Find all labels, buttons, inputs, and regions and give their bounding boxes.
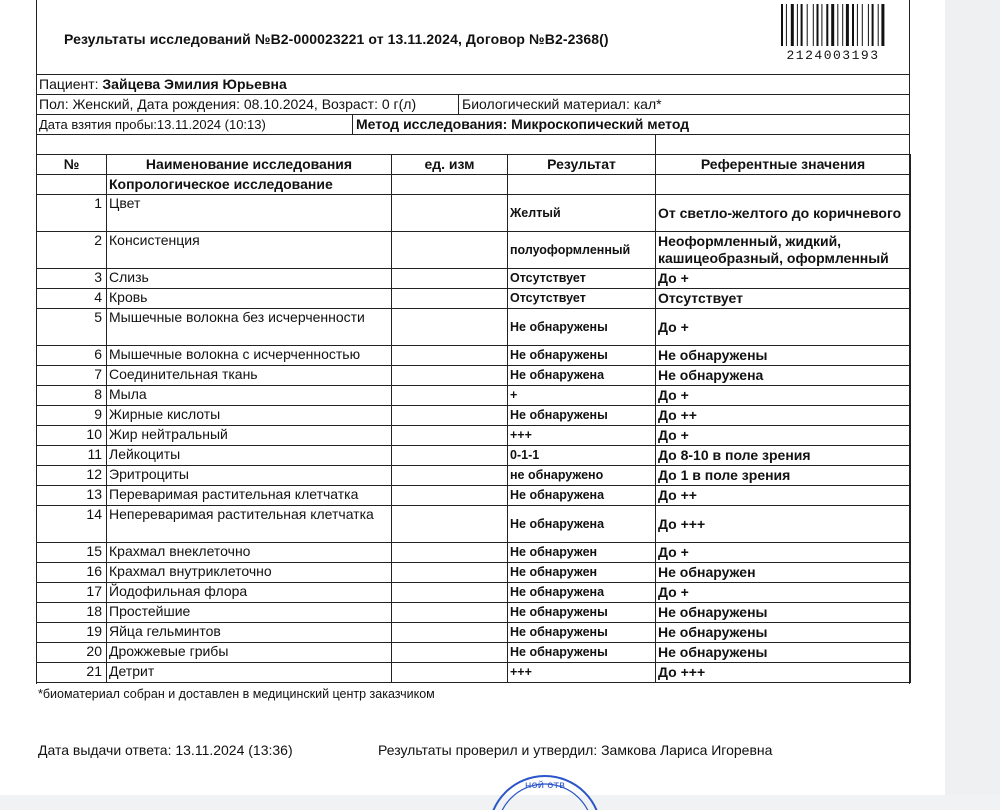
test-unit bbox=[392, 543, 508, 563]
table-row bbox=[37, 543, 911, 563]
svg-text:ной отв: ной отв bbox=[524, 780, 566, 791]
row-number: 21 bbox=[37, 663, 107, 683]
column-header-reference: Референтные значения bbox=[656, 155, 911, 175]
column-header-number: № bbox=[37, 155, 107, 175]
row-number: 9 bbox=[37, 406, 107, 426]
test-unit bbox=[392, 366, 508, 386]
test-result: +++ bbox=[508, 663, 656, 683]
test-name: Простейшие bbox=[107, 603, 392, 623]
table-row bbox=[37, 486, 911, 506]
reference-value: До ++ bbox=[656, 486, 911, 506]
test-result: не обнаружено bbox=[508, 466, 656, 486]
barcode-number: 2124003193 bbox=[786, 48, 880, 63]
patient-info: Пол: Женский, Дата рождения: 08.10.2024, Возраст: 0 г(л) bbox=[39, 96, 417, 112]
table-row bbox=[37, 643, 911, 663]
test-unit bbox=[392, 386, 508, 406]
table-row bbox=[37, 603, 911, 623]
table-row bbox=[37, 426, 911, 446]
table-row bbox=[37, 466, 911, 486]
test-result: + bbox=[508, 386, 656, 406]
table-row bbox=[37, 346, 911, 366]
test-name: Слизь bbox=[107, 269, 392, 289]
test-unit bbox=[392, 446, 508, 466]
row-number: 1 bbox=[37, 195, 107, 232]
reference-value: До + bbox=[656, 386, 911, 406]
test-name: Переваримая растительная клетчатка bbox=[107, 486, 392, 506]
table-row bbox=[37, 406, 911, 426]
row-number: 2 bbox=[37, 232, 107, 269]
column-header-unit: ед. изм bbox=[392, 155, 508, 175]
test-result: Не обнаружены bbox=[508, 623, 656, 643]
test-name: Мышечные волокна без исчерченности bbox=[107, 309, 392, 346]
test-unit bbox=[392, 309, 508, 346]
reference-value: Отсутствует bbox=[656, 289, 911, 309]
test-result: Не обнаружены bbox=[508, 406, 656, 426]
divider bbox=[36, 134, 910, 135]
row-number: 4 bbox=[37, 289, 107, 309]
test-result: Отсутствует bbox=[508, 289, 656, 309]
table-header-row bbox=[37, 155, 911, 175]
row-number: 6 bbox=[37, 346, 107, 366]
test-result: Не обнаружены bbox=[508, 603, 656, 623]
table-row bbox=[37, 623, 911, 643]
row-number: 15 bbox=[37, 543, 107, 563]
test-result: Не обнаружены bbox=[508, 346, 656, 366]
table-row bbox=[37, 506, 911, 543]
section-title: Копрологическое исследование bbox=[107, 175, 392, 195]
row-number: 3 bbox=[37, 269, 107, 289]
test-name: Эритроциты bbox=[107, 466, 392, 486]
test-result: Не обнаружен bbox=[508, 543, 656, 563]
divider bbox=[458, 94, 459, 114]
patient-name-row bbox=[39, 76, 287, 92]
test-result: Не обнаружены bbox=[508, 643, 656, 663]
test-name: Мышечные волокна с исчерченностью bbox=[107, 346, 392, 366]
viewer-background bbox=[945, 0, 1000, 795]
divider bbox=[36, 114, 910, 115]
divider bbox=[352, 114, 353, 134]
reference-value: До 1 в поле зрения bbox=[656, 466, 911, 486]
test-result: Не обнаружены bbox=[508, 309, 656, 346]
patient-name: Зайцева Эмилия Юрьевна bbox=[102, 76, 287, 92]
test-unit bbox=[392, 506, 508, 543]
test-unit bbox=[392, 603, 508, 623]
reference-value: До +++ bbox=[656, 663, 911, 683]
table-row bbox=[37, 446, 911, 466]
test-name: Крахмал внеклеточно bbox=[107, 543, 392, 563]
row-number: 19 bbox=[37, 623, 107, 643]
reference-value: Не обнаружены bbox=[656, 623, 911, 643]
reference-value: До + bbox=[656, 426, 911, 446]
table-row bbox=[37, 195, 911, 232]
test-result: Отсутствует bbox=[508, 269, 656, 289]
test-unit bbox=[392, 269, 508, 289]
test-name: Цвет bbox=[107, 195, 392, 232]
test-unit bbox=[392, 195, 508, 232]
reference-value: Не обнаружены bbox=[656, 643, 911, 663]
test-unit bbox=[392, 623, 508, 643]
test-unit bbox=[392, 663, 508, 683]
row-number: 10 bbox=[37, 426, 107, 446]
biomaterial: Биологический материал: кал* bbox=[462, 96, 662, 112]
reference-value: До + bbox=[656, 543, 911, 563]
reference-value: До + bbox=[656, 583, 911, 603]
test-result: Не обнаружена bbox=[508, 506, 656, 543]
test-result: Не обнаружена bbox=[508, 583, 656, 603]
reference-value: До +++ bbox=[656, 506, 911, 543]
table-row bbox=[37, 289, 911, 309]
reference-value: До ++ bbox=[656, 406, 911, 426]
test-name: Жир нейтральный bbox=[107, 426, 392, 446]
test-unit bbox=[392, 289, 508, 309]
test-name: Консистенция bbox=[107, 232, 392, 269]
test-name: Крахмал внутриклеточно bbox=[107, 563, 392, 583]
test-result: Не обнаружен bbox=[508, 563, 656, 583]
test-result: Желтый bbox=[508, 195, 656, 232]
row-number: 13 bbox=[37, 486, 107, 506]
test-unit bbox=[392, 466, 508, 486]
reference-value: До + bbox=[656, 309, 911, 346]
reference-value: Не обнаружен bbox=[656, 563, 911, 583]
column-header-result: Результат bbox=[508, 155, 656, 175]
footnote: *биоматериал собран и доставлен в медицинский центр заказчиком bbox=[38, 687, 435, 701]
test-unit bbox=[392, 406, 508, 426]
stamp-seal bbox=[485, 770, 605, 810]
test-unit bbox=[392, 563, 508, 583]
reference-value: Не обнаружены bbox=[656, 346, 911, 366]
table-row bbox=[37, 583, 911, 603]
test-unit bbox=[392, 232, 508, 269]
table-row bbox=[37, 269, 911, 289]
research-method: Метод исследования: Микроскопический метод bbox=[356, 116, 690, 132]
divider bbox=[36, 94, 910, 95]
row-number: 20 bbox=[37, 643, 107, 663]
table-row bbox=[37, 386, 911, 406]
reference-value: До 8-10 в поле зрения bbox=[656, 446, 911, 466]
divider bbox=[36, 74, 910, 75]
reference-value: До + bbox=[656, 269, 911, 289]
reference-value: Не обнаружены bbox=[656, 603, 911, 623]
table-row bbox=[37, 563, 911, 583]
test-name: Непереваримая растительная клетчатка bbox=[107, 506, 392, 543]
table-row bbox=[37, 366, 911, 386]
test-name: Дрожжевые грибы bbox=[107, 643, 392, 663]
barcode bbox=[781, 4, 885, 46]
test-name: Яйца гельминтов bbox=[107, 623, 392, 643]
test-result: Не обнаружена bbox=[508, 366, 656, 386]
test-name: Йодофильная флора bbox=[107, 583, 392, 603]
test-result: 0-1-1 bbox=[508, 446, 656, 466]
test-result: Не обнаружена bbox=[508, 486, 656, 506]
test-unit bbox=[392, 426, 508, 446]
test-name: Детрит bbox=[107, 663, 392, 683]
section-row bbox=[37, 175, 911, 195]
divider bbox=[655, 134, 656, 154]
row-number: 5 bbox=[37, 309, 107, 346]
sample-date: Дата взятия пробы:13.11.2024 (10:13) bbox=[39, 117, 266, 132]
test-result: +++ bbox=[508, 426, 656, 446]
table-row bbox=[37, 663, 911, 683]
reference-value: Неоформленный, жидкий, кашицеобразный, оформленный bbox=[656, 232, 911, 269]
row-number: 14 bbox=[37, 506, 107, 543]
row-number: 17 bbox=[37, 583, 107, 603]
row-number: 8 bbox=[37, 386, 107, 406]
test-name: Жирные кислоты bbox=[107, 406, 392, 426]
row-number: 7 bbox=[37, 366, 107, 386]
test-name: Кровь bbox=[107, 289, 392, 309]
column-header-name: Наименование исследования bbox=[107, 155, 392, 175]
document-title: Результаты исследований №B2-000023221 от 13.11.2024, Договор №B2-2368() bbox=[64, 31, 609, 47]
row-number: 11 bbox=[37, 446, 107, 466]
test-name: Мыла bbox=[107, 386, 392, 406]
test-unit bbox=[392, 486, 508, 506]
row-number: 12 bbox=[37, 466, 107, 486]
test-unit bbox=[392, 583, 508, 603]
test-name: Лейкоциты bbox=[107, 446, 392, 466]
table-row bbox=[37, 309, 911, 346]
test-unit bbox=[392, 346, 508, 366]
test-name: Соединительная ткань bbox=[107, 366, 392, 386]
reference-value: Не обнаружена bbox=[656, 366, 911, 386]
test-result: полуоформленный bbox=[508, 232, 656, 269]
test-unit bbox=[392, 643, 508, 663]
row-number: 18 bbox=[37, 603, 107, 623]
verified-by: Результаты проверил и утвердил: Замкова Лариса Игоревна bbox=[378, 742, 773, 758]
patient-name-label: Пациент: bbox=[39, 76, 99, 92]
row-number: 16 bbox=[37, 563, 107, 583]
results-table bbox=[36, 154, 911, 683]
issue-date: Дата выдачи ответа: 13.11.2024 (13:36) bbox=[38, 742, 293, 758]
reference-value: От светло-желтого до коричневого bbox=[656, 195, 911, 232]
table-row bbox=[37, 232, 911, 269]
